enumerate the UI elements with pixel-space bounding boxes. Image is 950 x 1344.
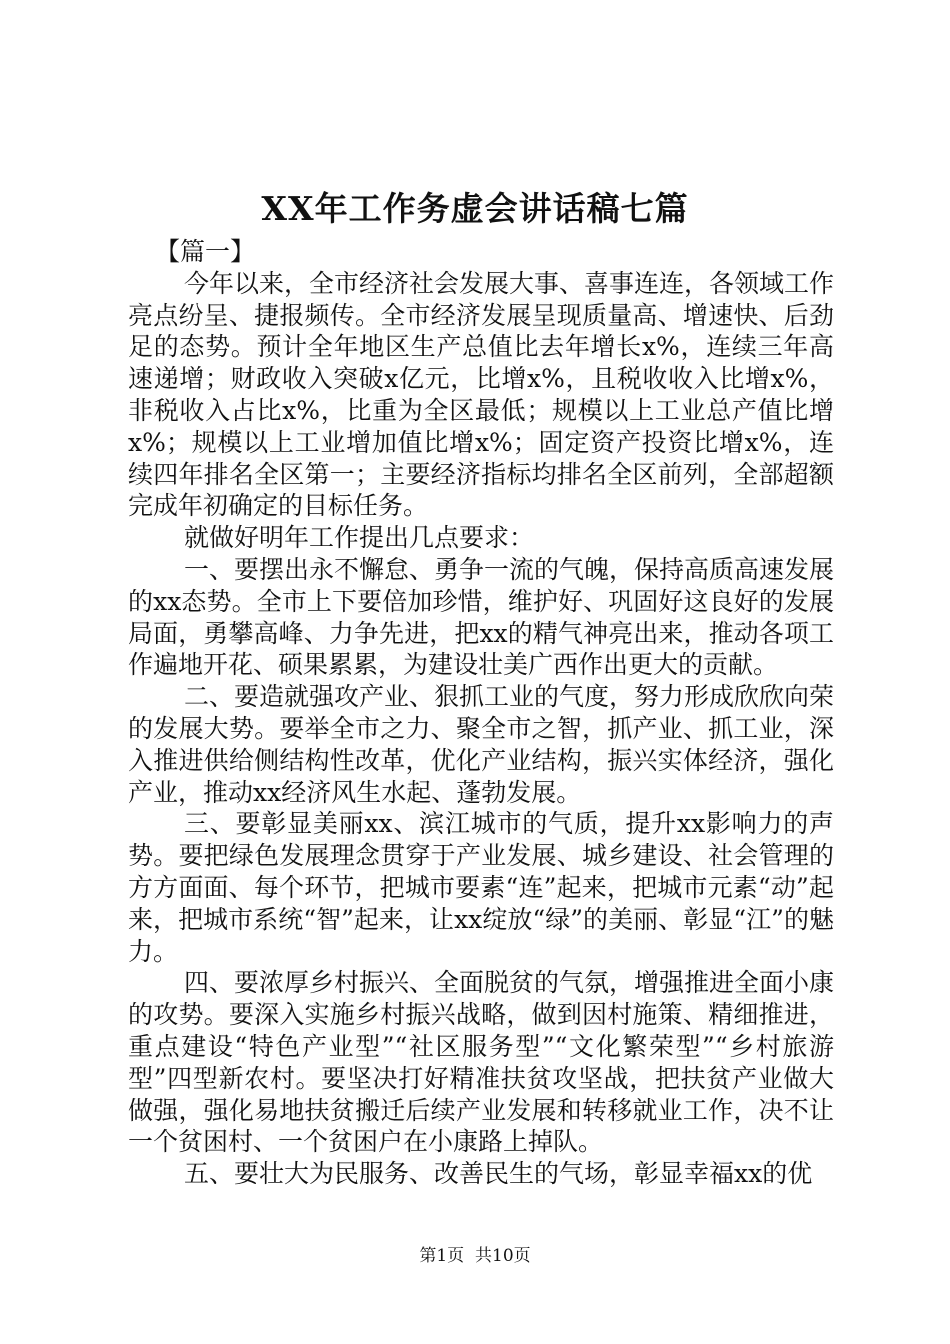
paragraph-point-2: 二、要造就强攻产业、狠抓工业的气度，努力形成欣欣向荣的发展大势。要举全市之力、聚全市之智，抓产业、抓工业，深入推进供给侧结构性改革，优化产业结构，振兴实体经济，强化产业，推动xx经济风生水起、蓬勃发展。 (128, 682, 835, 807)
paragraph-point-1: 一、要摆出永不懈怠、勇争一流的气魄，保持高质高速发展的xx态势。全市上下要倍加珍惜，维护好、巩固好这良好的发展局面，勇攀高峰、力争先进，把xx的精气神亮出来，推动各项工作遍地开花、硕果累累，为建设壮美广西作出更大的贡献。 (128, 554, 835, 680)
document-body (128, 236, 834, 1190)
page-footer (0, 1245, 950, 1267)
page-total: 共10页 (475, 1246, 531, 1266)
paragraph-point-3: 三、要彰显美丽xx、滨江城市的气质，提升xx影响力的声势。要把绿色发展理念贯穿于产业发展、城乡建设、社会管理的方方面面、每个环节，把城市要素“连”起来，把城市元素“动”起来，把城市系统“智”起来，让xx绽放“绿”的美丽、彰显“江”的魅力。 (128, 809, 834, 966)
paragraph-intro: 今年以来，全市经济社会发展大事、喜事连连，各领域工作亮点纷呈、捷报频传。全市经济发展呈现质量高、增速快、后劲足的态势。预计全年地区生产总值比去年增长x%，连续三年高速递增；财政收入突破x亿元，比增x%，且税收收入比增x%，非税收入占比x%，比重为全区最低；规模以上工业总产值比增x%；规模以上工业增加值比增x%；固定资产投资比增x%，连续四年排名全区第一；主要经济指标均排名全区前列，全部超额完成年初确定的目标任务。 (128, 268, 835, 521)
paragraph-point-4: 四、要浓厚乡村振兴、全面脱贫的气氛，增强推进全面小康的攻势。要深入实施乡村振兴战略，做到因村施策、精细推进，重点建设“特色产业型”“社区服务型”“文化繁荣型”“乡村旅游型”四型新农村。要坚决打好精准扶贫攻坚战，把扶贫产业做大做强，强化易地扶贫搬迁后续产业发展和转移就业工作，决不让一个贫困村、一个贫困户在小康路上掉队。 (128, 968, 835, 1157)
paragraph-requirements-lead: 就做好明年工作提出几点要求： (184, 523, 535, 553)
section-label: 【篇一】 (155, 237, 256, 266)
paragraph-point-5: 五、要壮大为民服务、改善民生的气场，彰显幸福xx的优 (184, 1159, 813, 1189)
document-title: XX年工作务虚会讲话稿七篇 (261, 189, 689, 228)
page-number: 第1页 (419, 1246, 465, 1266)
